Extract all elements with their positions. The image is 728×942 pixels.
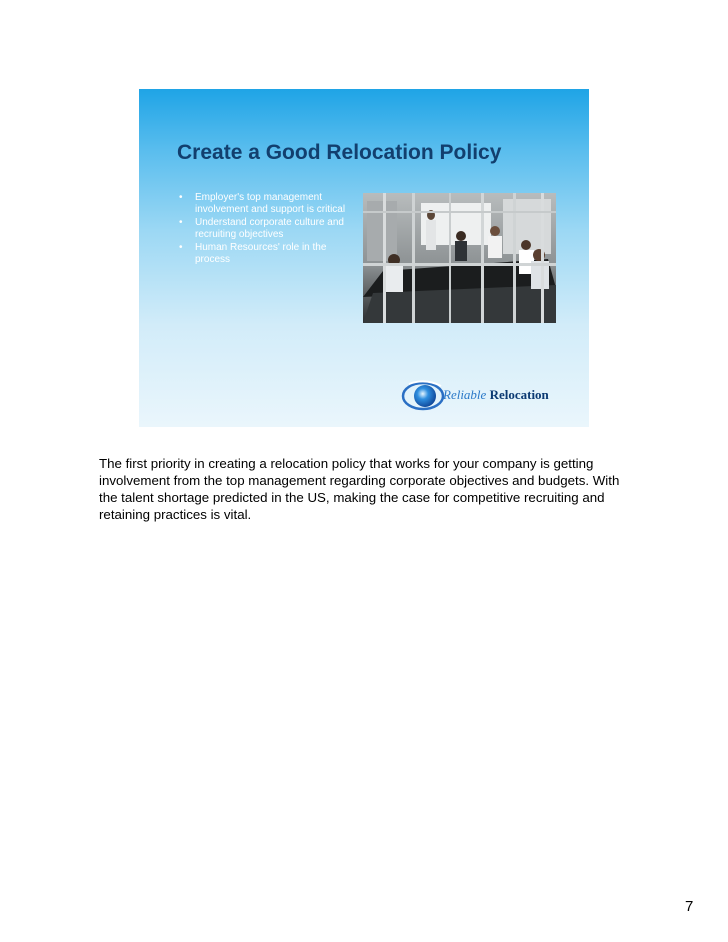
presentation-slide bbox=[139, 89, 589, 427]
bullet-item: • Understand corporate culture and recruiting objectives bbox=[179, 217, 349, 241]
speaker-notes: The first priority in creating a relocation policy that works for your company is getting involvement from the top management regarding corporate objectives and budgets. With the talent shortage predicted in the US, making the case for competitive recruiting and retaining practices is vital. bbox=[99, 456, 620, 522]
page-number: 7 bbox=[685, 898, 694, 915]
bullet-list bbox=[179, 192, 349, 267]
logo-text bbox=[443, 387, 549, 403]
logo-text-italic: Reliable bbox=[443, 387, 487, 402]
bullet-item: • Human Resources' role in the process bbox=[179, 242, 349, 266]
logo-text-bold: Relocation bbox=[489, 387, 549, 402]
bullet-item: • Employer's top management involvement and support is critical bbox=[179, 192, 349, 216]
meeting-room-photo bbox=[363, 193, 556, 323]
slide-title: Create a Good Relocation Policy bbox=[177, 141, 502, 164]
